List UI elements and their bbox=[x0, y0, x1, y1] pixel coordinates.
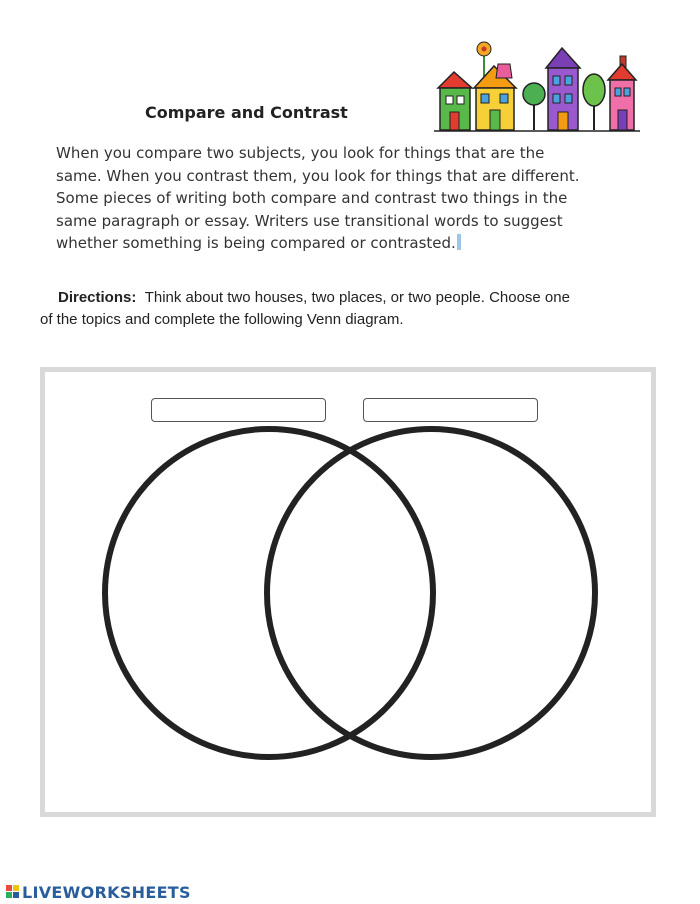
intro-line: same paragraph or essay. Writers use transitional words to suggest bbox=[56, 211, 563, 230]
right-topic-input[interactable] bbox=[363, 398, 538, 422]
houses-illustration bbox=[434, 36, 640, 136]
directions-text: Think about two houses, two places, or two people. Choose one bbox=[144, 289, 570, 306]
intro-line: When you compare two subjects, you look for things that are the bbox=[56, 144, 545, 162]
intro-line: whether something is being compared or contrasted. bbox=[56, 234, 456, 253]
intro-line: same. When you contrast them, you look for things that are different. bbox=[56, 166, 580, 185]
directions bbox=[40, 287, 660, 331]
intro-line: Some pieces of writing both compare and contrast two things in the bbox=[56, 189, 568, 208]
text-cursor bbox=[457, 234, 461, 250]
intro-paragraph bbox=[56, 142, 596, 255]
intro-line-last bbox=[56, 232, 596, 255]
venn-diagram-frame bbox=[40, 367, 656, 817]
liveworksheets-logo-icon bbox=[6, 885, 20, 899]
page-title: Compare and Contrast bbox=[145, 103, 348, 122]
directions-label: Directions: bbox=[58, 289, 137, 306]
directions-line-2: of the topics and complete the following Venn diagram. bbox=[40, 311, 404, 328]
left-topic-input[interactable] bbox=[151, 398, 326, 422]
footer-brand-text: LIVEWORKSHEETS bbox=[22, 882, 191, 902]
directions-line-1 bbox=[40, 287, 660, 309]
footer-brand[interactable] bbox=[6, 880, 191, 904]
